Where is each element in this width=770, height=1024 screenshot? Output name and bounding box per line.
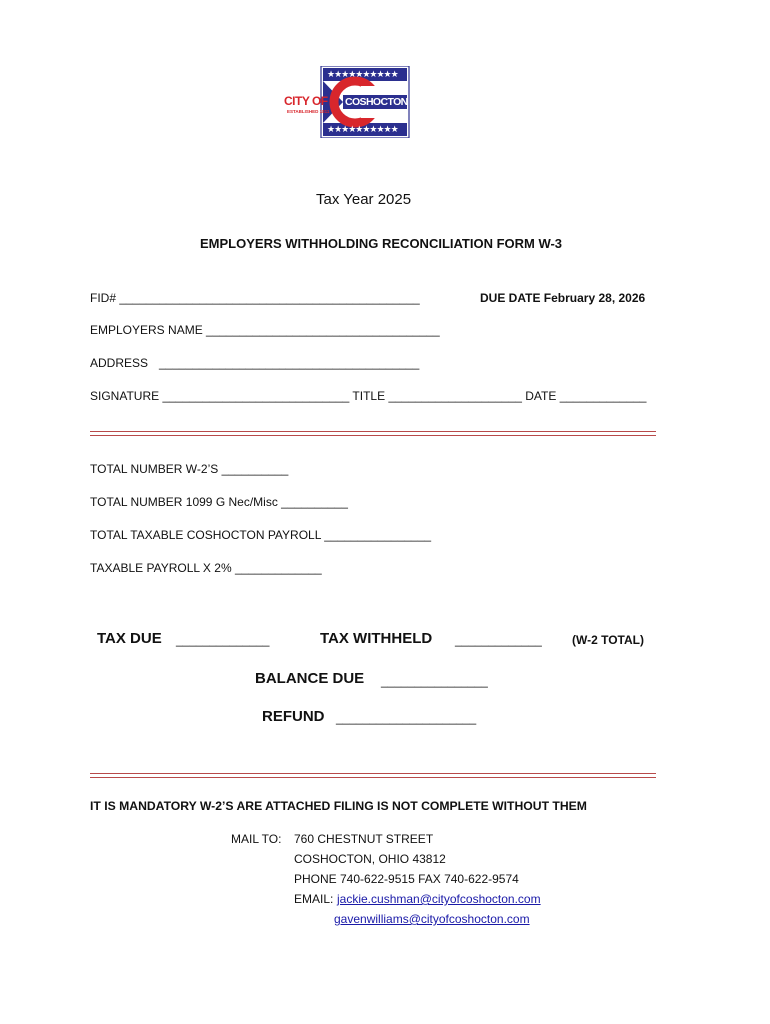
balance-due-label: BALANCE DUE bbox=[255, 670, 365, 687]
employers-name-field[interactable]: EMPLOYERS NAME ___________________________________ bbox=[90, 323, 440, 337]
logo-established: ESTABLISHED 1811 bbox=[287, 109, 330, 114]
total-payroll-field[interactable]: TOTAL TAXABLE COSHOCTON PAYROLL ________________ bbox=[90, 528, 432, 542]
refund-label: REFUND bbox=[262, 708, 325, 725]
w2-total-note: (W-2 TOTAL) bbox=[572, 633, 644, 647]
mandatory-notice: IT IS MANDATORY W-2’S ARE ATTACHED FILING IS NOT COMPLETE WITHOUT THEM bbox=[90, 799, 587, 813]
mail-street: 760 CHESTNUT STREET bbox=[294, 832, 434, 846]
total-w2-field[interactable]: TOTAL NUMBER W-2’S __________ bbox=[90, 462, 289, 476]
form-title: EMPLOYERS WITHHOLDING RECONCILIATION FORM W-3 bbox=[200, 236, 563, 251]
logo-city-of: CITY OF bbox=[284, 94, 328, 108]
total-1099-field[interactable]: TOTAL NUMBER 1099 G Nec/Misc __________ bbox=[90, 495, 348, 509]
signature-title-date-field[interactable]: SIGNATURE ____________________________ TITLE ____________________ DATE _____________ bbox=[90, 389, 647, 403]
logo-stars-top: ★★★★★★★★★★ bbox=[327, 69, 398, 79]
email-label: EMAIL: bbox=[294, 892, 334, 906]
due-date: DUE DATE February 28, 2026 bbox=[480, 291, 646, 305]
taxable-payroll-x2-field[interactable]: TAXABLE PAYROLL X 2% _____________ bbox=[90, 561, 322, 575]
logo-coshocton: COSHOCTON bbox=[345, 96, 408, 108]
tax-due-field[interactable]: ______________ bbox=[176, 633, 270, 647]
divider-top-1 bbox=[90, 431, 656, 432]
mail-to-label: MAIL TO: bbox=[231, 832, 282, 846]
mail-city: COSHOCTON, OHIO 43812 bbox=[294, 852, 446, 866]
refund-field[interactable]: _____________________ bbox=[336, 711, 477, 725]
balance-due-field[interactable]: ________________ bbox=[381, 674, 488, 688]
tax-year: Tax Year 2025 bbox=[316, 191, 412, 208]
mail-phone-fax: PHONE 740-622-9515 FAX 740-622-9574 bbox=[294, 872, 519, 886]
address-label: ADDRESS bbox=[90, 356, 149, 370]
city-logo bbox=[283, 66, 411, 138]
email-link-1[interactable]: jackie.cushman@cityofcoshocton.com bbox=[337, 892, 541, 906]
tax-withheld-field[interactable]: _____________ bbox=[455, 633, 542, 647]
divider-bottom-1 bbox=[90, 773, 656, 774]
address-field[interactable]: _______________________________________ bbox=[159, 356, 420, 370]
tax-due-label: TAX DUE bbox=[97, 630, 162, 647]
divider-bottom-2 bbox=[90, 777, 656, 778]
tax-withheld-label: TAX WITHHELD bbox=[320, 630, 433, 647]
divider-top-2 bbox=[90, 435, 656, 436]
fid-field[interactable]: FID# _____________________________________________ bbox=[90, 291, 420, 305]
logo-stars-bottom: ★★★★★★★★★★ bbox=[327, 124, 398, 134]
email-link-2[interactable]: gavenwilliams@cityofcoshocton.com bbox=[334, 912, 530, 926]
